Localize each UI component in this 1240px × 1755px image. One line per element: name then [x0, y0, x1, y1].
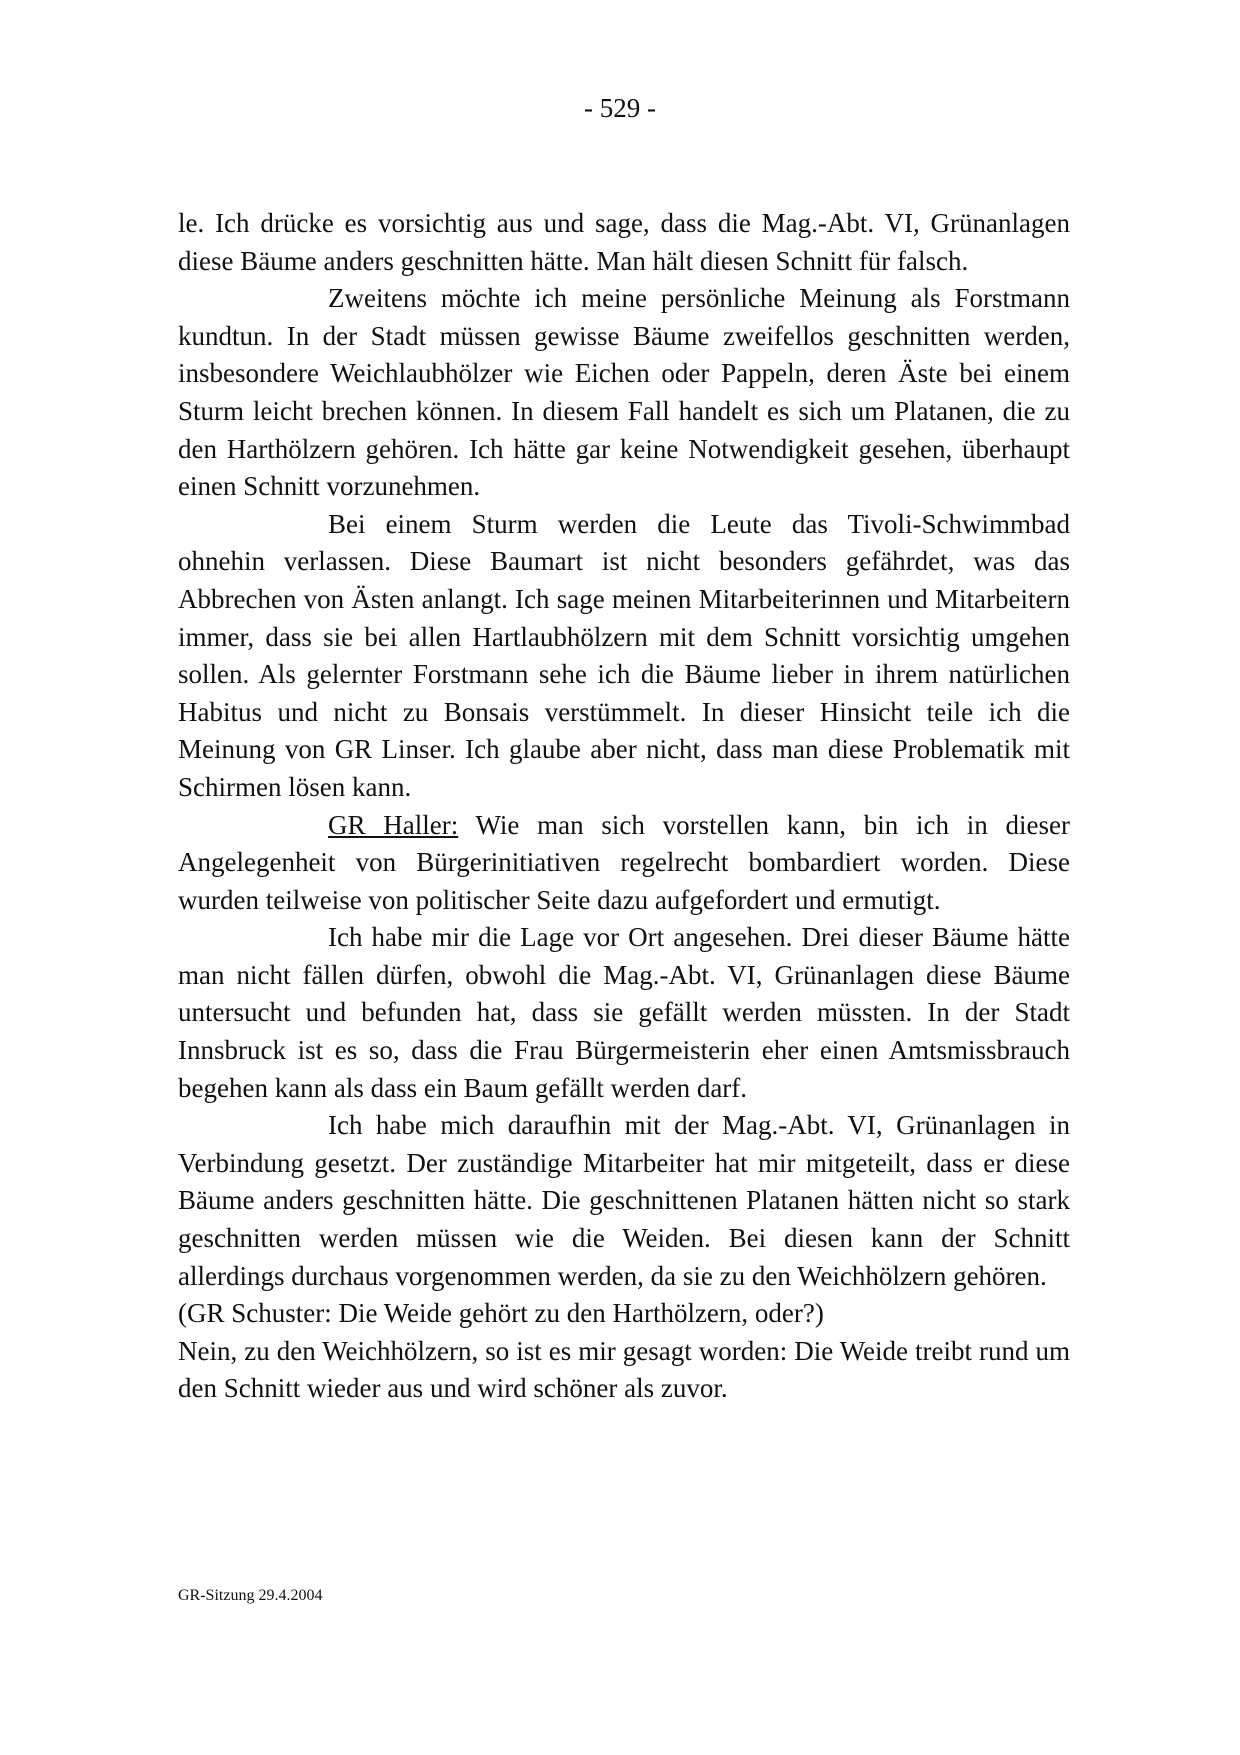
page-number: - 529 - — [584, 93, 656, 123]
document-body — [178, 205, 1070, 1408]
paragraph-verbindung: Ich habe mich daraufhin mit der Mag.-Abt. VI, Grünanlagen in Verbindung gesetzt. Der zuständige Mitarbeiter hat mir mitgeteilt, dass er diese Bäume anders geschnitten hätte. Die geschnittenen Platanen hätten nicht so stark geschnitten werden müssen wie die Weiden. Bei diesen kann der Schnitt allerdings durchaus vorgenommen werden, da sie zu den Weichhölzern gehören. — [178, 1110, 1070, 1291]
interjection: (GR Schuster: Die Weide gehört zu den Harthölzern, oder?) — [178, 1298, 824, 1329]
footer-session-date: GR-Sitzung 29.4.2004 — [178, 1587, 323, 1604]
paragraph-gr-haller — [178, 807, 1070, 920]
paragraph-lage-vor-ort: Ich habe mir die Lage vor Ort angesehen. Drei dieser Bäume hätte man nicht fällen dürfen, obwohl die Mag.-Abt. VI, Grünanlagen diese Bäume untersucht und befunden hat, dass sie gefällt werden müssten. In der Stadt Innsbruck ist es so, dass die Frau Bürgermeisterin eher einen Amtsmissbrauch begehen kann als dass ein Baum gefällt werden darf. — [178, 922, 1070, 1103]
paragraph-sturm: Bei einem Sturm werden die Leute das Tivoli-Schwimmbad ohnehin verlassen. Diese Baumart ist nicht besonders gefährdet, was das Abbrechen von Ästen anlangt. Ich sage meinen Mitarbeiterinnen und Mitarbeitern immer, dass sie bei allen Hartlaubhölzern mit dem Schnitt vorsichtig umgehen sollen. Als gelernter Forstmann sehe ich die Bäume lieber in ihrem natürlichen Habitus und nicht zu Bonsais verstümmelt. In dieser Hinsicht teile ich die Meinung von GR Linser. Ich glaube aber nicht, dass man diese Problematik mit Schirmen lösen kann. — [178, 508, 1070, 802]
speaker-statement: Wie man sich vorstellen kann, bin ich in dieser Angelegenheit von Bürgerinitiativen regelrecht bombardiert worden. Diese wurden teilweise von politischer Seite dazu aufgefordert und ermutigt. — [178, 809, 1070, 915]
speaker-name: GR Haller: — [328, 809, 459, 840]
paragraph-weichhoelzer: Nein, zu den Weichhölzern, so ist es mir gesagt worden: Die Weide treibt rund um den Schnitt wieder aus und wird schöner als zuvor. — [178, 1335, 1070, 1404]
paragraph-forstmann-opinion: Zweitens möchte ich meine persönliche Meinung als Forstmann kundtun. In der Stadt müssen gewisse Bäume zweifellos geschnitten werden, insbesondere Weichlaubhölzer wie Eichen oder Pappeln, deren Äste bei einem Sturm leicht brechen können. In diesem Fall handelt es sich um Platanen, die zu den Harthölzern gehören. Ich hätte gar keine Notwendigkeit gesehen, überhaupt einen Schnitt vorzunehmen. — [178, 283, 1070, 502]
paragraph-continuation: le. Ich drücke es vorsichtig aus und sage, dass die Mag.-Abt. VI, Grünanlagen diese Bäume anders geschnitten hätte. Man hält diesen Schnitt für falsch. — [178, 208, 1070, 276]
